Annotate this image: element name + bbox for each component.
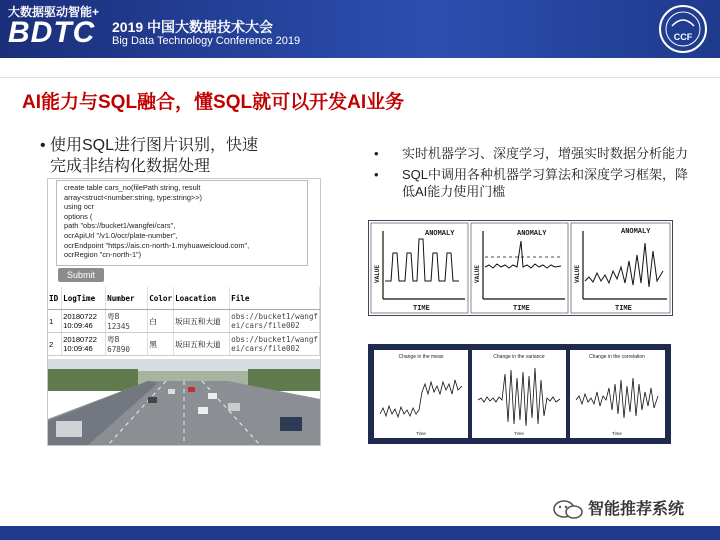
anomaly-sketch-2 [471,223,568,313]
cell-id: 2 [48,333,62,356]
cell-number: 粤B 12345 [106,310,148,333]
cell-file [230,333,320,356]
col-header-id: ID [48,287,62,310]
code-line: path "obs://bucket1/wangfei/cars", [64,221,176,231]
right-bullet-text: 实时机器学习、深度学习，增强实时数据分析能力 [402,146,689,161]
change-plot-title: Change in the variance [493,354,545,360]
value-label: VALUE [474,264,481,283]
table-row [48,333,320,356]
change-plot-xlabel: Time [416,431,426,436]
cell-file-part1: obs://bucket1/wangf [231,312,318,321]
right-bullet-item [372,145,692,162]
col-header-number: Number [106,287,148,310]
bullet-dot: • [374,146,379,161]
anomaly-sketch-1 [371,223,468,313]
time-label: TIME [413,305,430,313]
code-line: ocrEndpoint "https://ais.cn-north-1.myhuaweicloud.com", [64,240,250,250]
anomaly-sketch-image [368,220,673,316]
change-plot-xlabel: Time [514,431,524,436]
right-bullet-list [372,145,692,204]
anomaly-sketch-3 [571,223,670,313]
code-line: ocrRegion "cn-north-1") [64,250,142,260]
footer-bar [0,526,720,540]
bullet-dot: • [374,167,379,182]
code-line: ocrApiUrl "/v1.0/ocr/plate-number", [64,230,178,240]
change-variance-plot [472,350,566,438]
cell-logtime-time: 10:09:46 [63,344,93,353]
anomaly-label: ANOMALY [621,228,651,236]
change-plot-title: Change in the mean [398,354,444,360]
ccf-logo [658,4,708,54]
code-line: using ocr [64,202,94,212]
code-line: create table cars_no(filePath string, result [64,183,201,192]
bdtc-logo-text: BDTC [8,16,96,49]
col-header-file: File [230,287,320,310]
left-bullet-line1: 使用SQL进行图片识别，快速 [50,137,259,154]
change-plot-title: Change in the correlation [589,354,645,360]
conference-header [0,0,720,58]
wechat-account-name: 智能推荐系统 [588,501,685,518]
header-conference-title: 2019 中国大数据技术大会 [112,19,274,35]
left-bullet-line2: 完成非结构化数据处理 [50,158,211,175]
table-row [48,310,320,333]
bullet-dot: • [40,137,46,154]
cell-file-part2: ei/cars/file002 [231,321,300,330]
col-header-color: Color [148,287,174,310]
cell-logtime [62,310,106,333]
sql-demo-panel [47,178,321,446]
time-label: TIME [615,305,632,313]
change-detection-image [368,344,671,444]
code-line: options ( [64,211,93,221]
slide-title: AI能力与SQL融合，懂SQL就可以开发AI业务 [22,92,405,113]
header-slogan: 大数据驱动智能+ [8,5,100,19]
right-bullet-item [372,166,692,200]
change-plot-xlabel: Time [612,431,622,436]
left-bullet [40,135,330,177]
cell-id: 1 [48,310,62,333]
right-bullet-text: SQL中调用各种机器学习算法和深度学习框架，降低AI能力使用门槛 [402,167,689,199]
results-table [48,287,320,356]
cell-number: 粤B 67890 [106,333,148,356]
cell-file-part2: ei/cars/file002 [231,344,300,353]
time-label: TIME [513,305,530,313]
cell-color: 白 [148,310,174,333]
cell-location: 坂田五和大道 [174,310,230,333]
cell-logtime-time: 10:09:46 [63,321,93,330]
col-header-logtime: LogTime [62,287,106,310]
cell-location: 坂田五和大道 [174,333,230,356]
sql-code-textarea[interactable] [56,180,308,266]
change-mean-plot [374,350,468,438]
submit-button[interactable]: Submit [58,268,104,282]
anomaly-label: ANOMALY [517,230,547,238]
change-correlation-plot [570,350,665,438]
table-header-row [48,287,320,310]
cell-color: 黑 [148,333,174,356]
col-header-location: Loacation [174,287,230,310]
cell-logtime [62,333,106,356]
value-label: VALUE [574,264,581,283]
code-line: array<struct<number:string, type:string>>) [64,192,203,202]
value-label: VALUE [374,264,381,283]
cell-logtime-date: 20180722 [63,312,97,321]
cell-file-part1: obs://bucket1/wangf [231,335,318,344]
traffic-road-photo [48,359,320,445]
title-divider [0,77,720,78]
cell-file [230,310,320,333]
ccf-logo-text: CCF [673,32,693,42]
header-conference-subtitle: Big Data Technology Conference 2019 [112,35,301,47]
anomaly-label: ANOMALY [425,230,455,238]
cell-logtime-date: 20180722 [63,335,97,344]
